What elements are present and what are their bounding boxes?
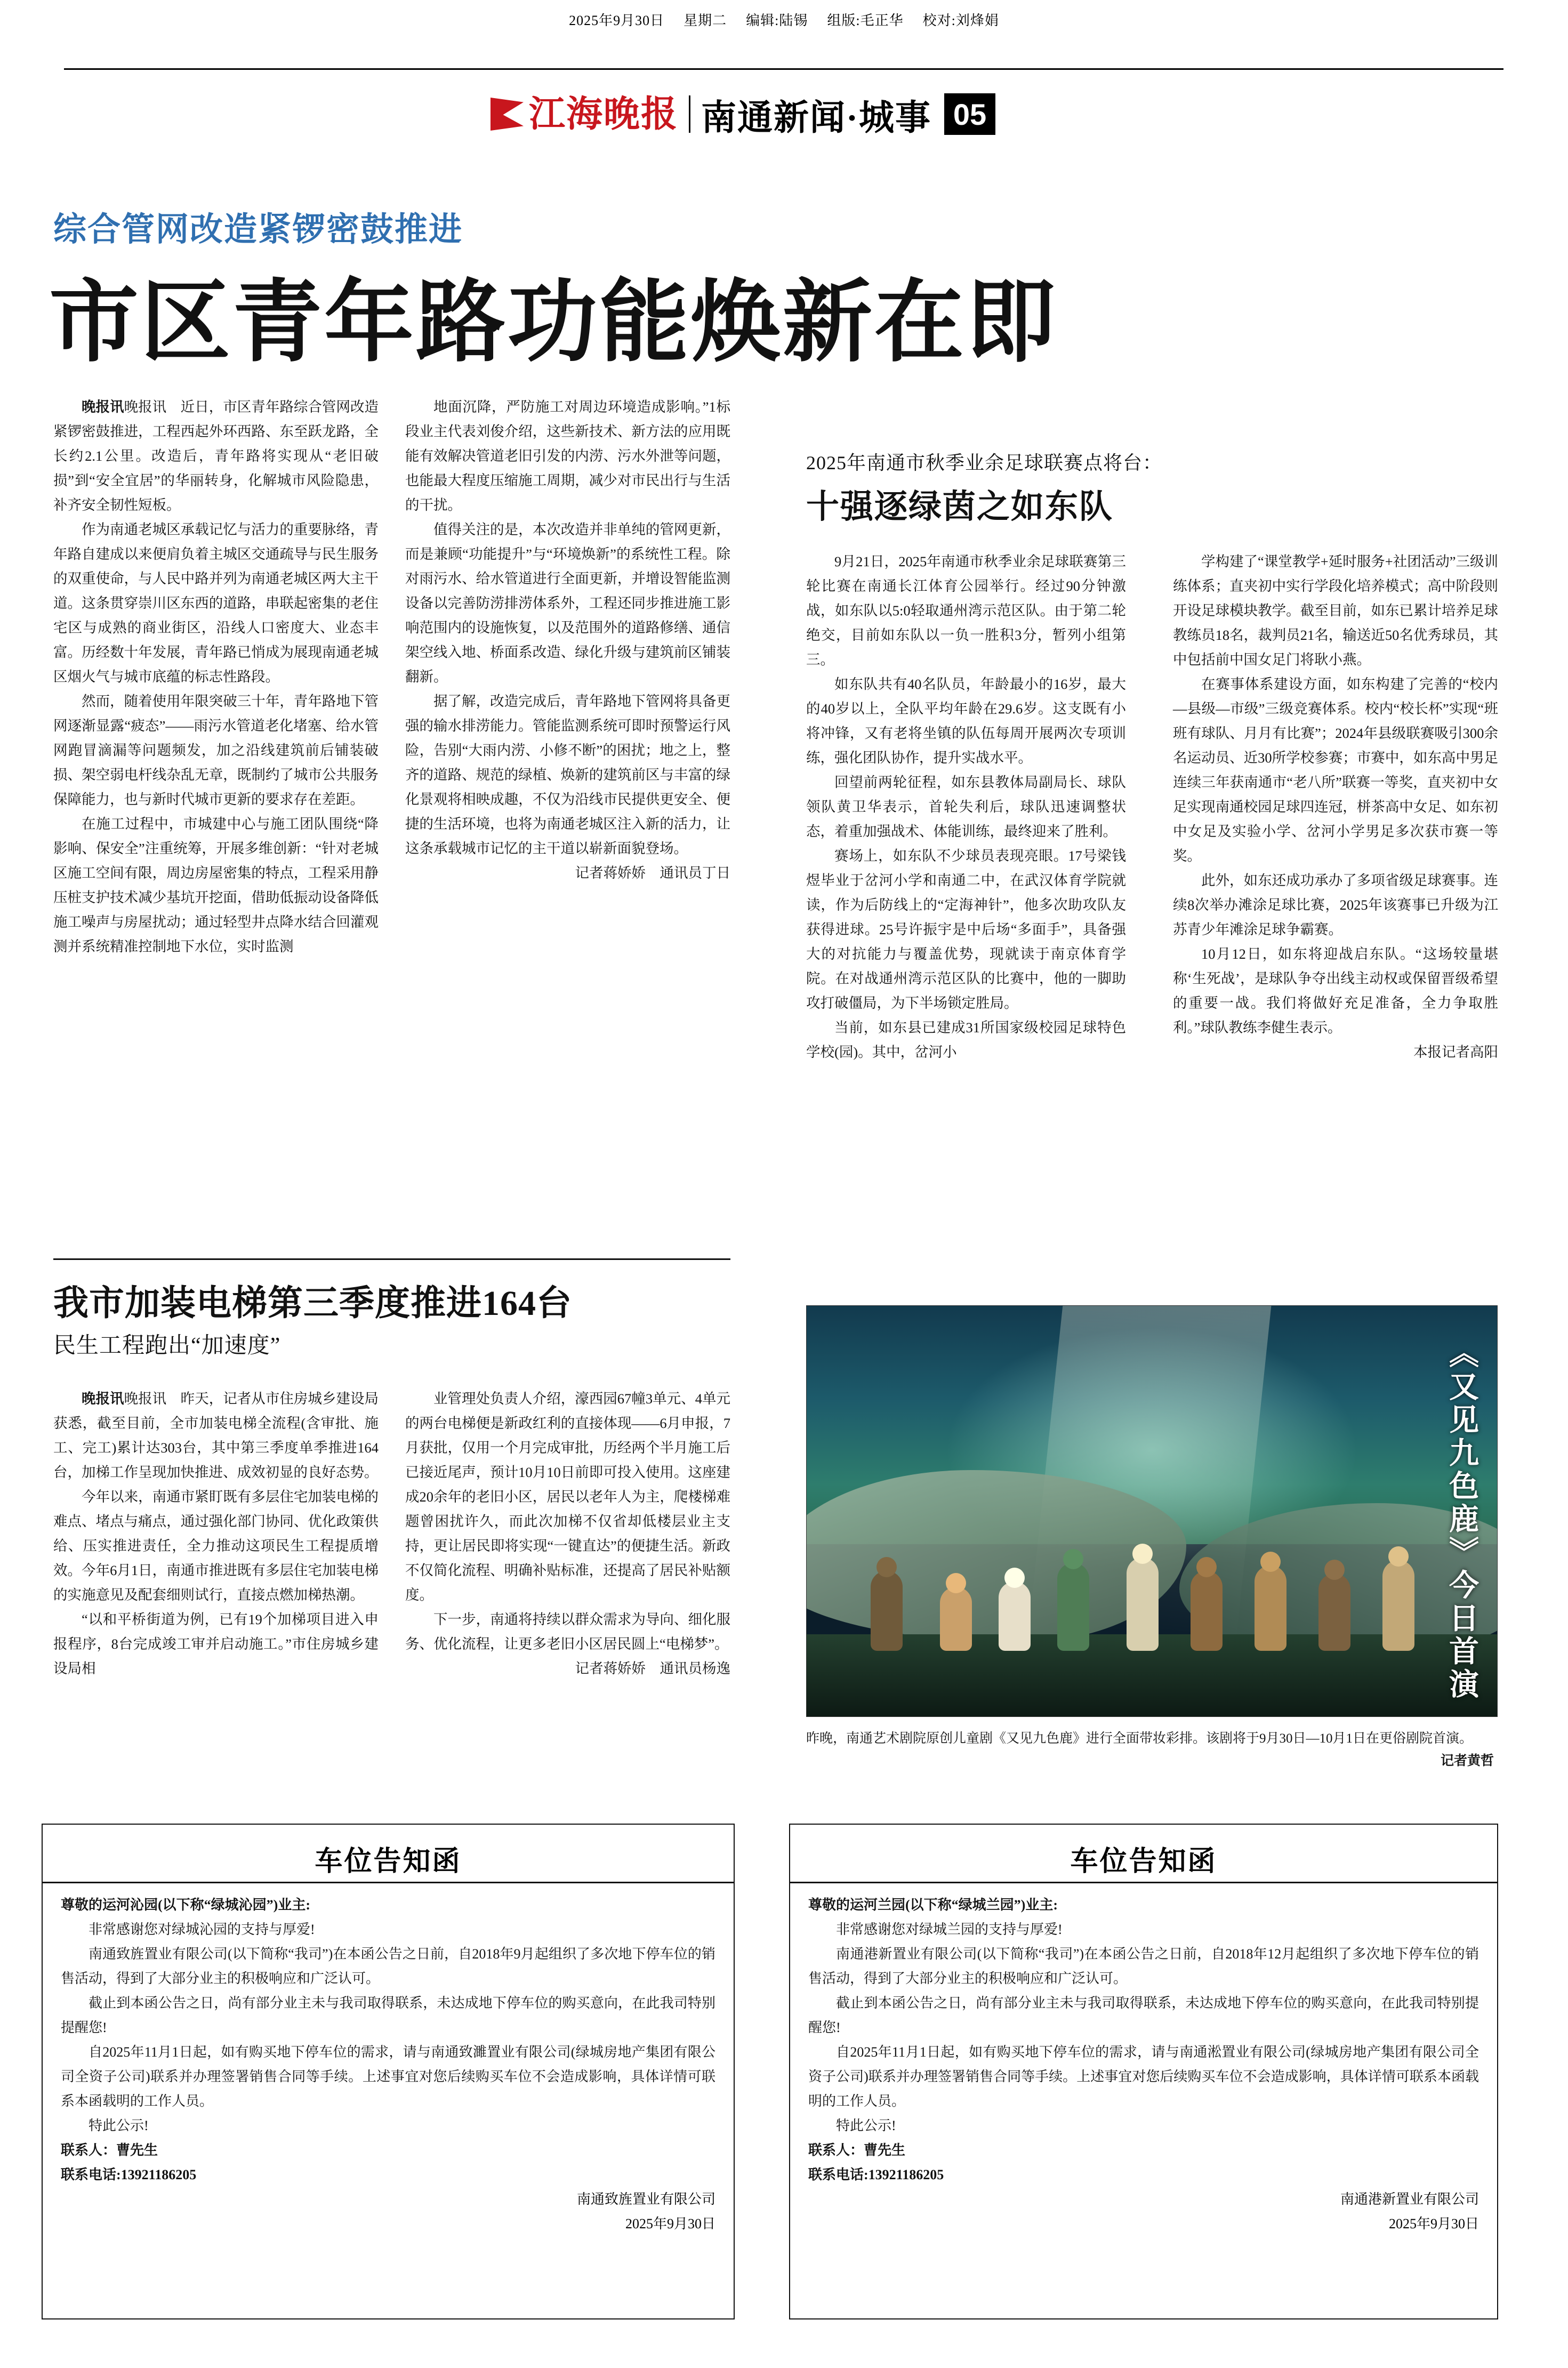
proofreader-credit: 校对:刘烽娟 xyxy=(922,12,999,28)
notice-left-signature xyxy=(43,2187,734,2236)
elevator-para-2: 今年以来，南通市紧盯既有多层住宅加装电梯的难点、堵点与痛点，通过强化部门协同、优化政策供给、压实推进责任，全力推动这项民生工程提质增效。今年6月1日，南通市推进既有多层住宅加装电梯的实施意见及配套细则试行，直接点燃加梯热潮。 xyxy=(53,1489,379,1603)
section-title: 南通新闻·城事 xyxy=(701,98,932,138)
elevator-column-2 xyxy=(405,1386,730,1681)
stage-photo xyxy=(806,1305,1498,1717)
masthead xyxy=(490,85,1120,143)
lead-para-1: 晚报讯 近日，市区青年路综合管网改造紧锣密鼓推进，工程西起外环西路、东至跃龙路，全长约2.1公里。改造后，青年路将实现从“老旧破损”到“安全宜居”的华丽转身，化解城市风险隐患，补齐安全韧性短板。 xyxy=(53,399,379,513)
lead-headline: 市区青年路功能焕新在即 xyxy=(49,274,1058,373)
notice-left-para-5: 特此公示! xyxy=(89,2118,149,2133)
lead-para-3: 然而，随着使用年限突破三十年，青年路地下管网逐渐显露“疲态”——雨污水管道老化堵塞、给水管网跑冒滴漏等问题频发，加之沿线建筑前后铺装破损、架空弱电杆线杂乱无章，既制约了城市公共服务保障能力，也与新时代城市更新的要求存在差距。 xyxy=(53,693,379,807)
notice-right-addressee: 尊敬的运河兰园(以下称“绿城兰园”)业主: xyxy=(808,1897,1058,1913)
photo-caption xyxy=(806,1728,1494,1772)
elevator-para-1: 晚报讯 昨天，记者从市住房城乡建设局获悉，截至目前，全市加装电梯全流程(含审批、施工、完工)累计达303台，其中第三季度单季推进164台，加梯工作呈现加快推进、成效初显的良好态势。 xyxy=(53,1391,379,1480)
notice-right-body xyxy=(790,1893,1497,2187)
weekday: 星期二 xyxy=(684,12,727,28)
notice-right-rule xyxy=(790,1882,1497,1883)
publish-date: 2025年9月30日 xyxy=(569,12,665,28)
notice-left-company: 南通致旌置业有限公司 xyxy=(576,2192,715,2207)
notice-left xyxy=(42,1824,735,2319)
photo-vertical-title: 《又见九色鹿》今日首演 xyxy=(1445,1338,1478,1701)
football-kicker: 2025年南通市秋季业余足球联赛点将台： xyxy=(806,452,1163,473)
football-para-7: 在赛事体系建设方面，如东构建了完善的“校内—县级—市级”三级竞赛体系。校内“校长杯”实现“班班有球队、月月有比赛”；2024年县级联赛吸引300余名运动员、近30所学校参赛；市赛中，如东高中男足连续三年获南通市“老八所”联赛一等奖，直夹初中女足实现南通校园足球四连冠，栟茶高中女足、如东初中女足及实验小学、岔河小学男足多次获市赛一等奖。 xyxy=(1173,676,1498,864)
lead-para-5: 地面沉降，严防施工对周边环境造成影响。”1标段业主代表刘俊介绍，这些新技术、新方法的应用既能有效解决管道老旧引发的内涝、污水外泄等问题，也能最大程度压缩施工周期，减少对市民出行与生活的干扰。 xyxy=(405,399,730,513)
photo-performer xyxy=(1191,1571,1223,1651)
photo-performer xyxy=(871,1571,903,1651)
football-para-2: 如东队共有40名队员，年龄最小的16岁，最大的40岁以上，全队平均年龄在29.6岁。这支既有小将冲锋，又有老将坐镇的队伍每周开展两次专项训练，强化团队协作，提升实战水平。 xyxy=(806,676,1126,766)
lead-para-6: 值得关注的是，本次改造并非单纯的管网更新，而是兼顾“功能提升”与“环境焕新”的系统性工程。除对雨污水、给水管道进行全面更新，并增设智能监测设备以完善防涝排涝体系外，工程还同步推进施工影响范围内的设施恢复，以及范围外的道路修缮、通信架空线入地、桥面系改造、绿化升级与建筑前区铺装翻新。 xyxy=(405,521,730,685)
page-header-bar xyxy=(0,0,1568,38)
lead-byline: 记者蒋娇娇 通讯员丁日 xyxy=(575,865,730,881)
masthead-separator xyxy=(689,95,690,133)
notice-right-contact-name: 联系人：曹先生 xyxy=(808,2142,906,2158)
football-para-8: 此外，如东还成功承办了多项省级足球赛事。连续8次举办滩涂足球比赛，2025年该赛事已升级为江苏青少年滩涂足球争霸赛。 xyxy=(1173,872,1498,937)
football-para-6: 学构建了“课堂教学+延时服务+社团活动”三级训练体系；直夹初中实行学段化培养模式；高中阶段则开设足球模块教学。截至目前，如东已累计培养足球教练员18名，裁判员21名，输送近50名优秀球员，其中包括前中国女足门将耿小燕。 xyxy=(1173,553,1498,668)
notice-right-para-2: 南通港新置业有限公司(以下简称“我司”)在本函公告之日前，自2018年12月起组织了多次地下停车位的销售活动，得到了大部分业主的积极响应和广泛认可。 xyxy=(808,1946,1479,1986)
notice-right-company: 南通港新置业有限公司 xyxy=(1340,2192,1479,2207)
football-headline: 十强逐绿茵之如东队 xyxy=(806,489,1114,525)
masthead-divider xyxy=(64,68,1503,70)
lead-para-7: 据了解，改造完成后，青年路地下管网将具备更强的输水排涝能力。管能监测系统可即时预警运行风险，告别“大雨内涝、小修不断”的困扰；地之上，整齐的道路、规范的绿植、焕新的建筑前区与丰富的绿化景观将相映成趣，不仅为沿线市民提供更安全、便捷的生活环境，也将为南通老城区注入新的活力，让这条承载城市记忆的主干道以崭新面貌登场。 xyxy=(405,693,730,856)
notice-left-rule xyxy=(43,1882,734,1883)
paper-logo xyxy=(490,96,678,132)
notice-right-para-3: 截止到本函公告之日，尚有部分业主未与我司取得联系，未达成地下停车位的购买意向，在此我司特别提醒您! xyxy=(808,1995,1479,2035)
notice-right-title: 车位告知函 xyxy=(1070,1847,1217,1877)
layout-credit: 组版:毛正华 xyxy=(827,12,904,28)
football-column-2 xyxy=(1173,549,1498,1064)
flag-icon xyxy=(490,98,524,131)
photo-performer xyxy=(1255,1566,1286,1651)
notice-left-contact-phone: 联系电话:13921186205 xyxy=(61,2167,197,2182)
notice-left-date: 2025年9月30日 xyxy=(625,2216,715,2231)
elevator-subhead: 民生工程跑出“加速度” xyxy=(53,1334,281,1358)
photo-performer xyxy=(1057,1563,1089,1651)
notice-left-body xyxy=(43,1893,734,2187)
football-column-1 xyxy=(806,549,1126,1064)
elevator-para-5: 下一步，南通将持续以群众需求为导向、细化服务、优化流程，让更多老旧小区居民圆上“电梯梦”。 xyxy=(405,1611,730,1652)
mid-story-rule xyxy=(53,1258,730,1260)
notice-left-addressee: 尊敬的运河沁园(以下称“绿城沁园”)业主: xyxy=(61,1897,310,1913)
elevator-para-4: 业管理处负责人介绍，濠西园67幢3单元、4单元的两台电梯便是新政红利的直接体现——6月申报，7月获批，仅用一个月完成审批，历经两个半月施工后已接近尾声，预计10月10日前即可投入使用。这座建成20余年的老旧小区，居民以老年人为主，爬楼梯难题曾困扰许久，而此次加梯不仅省却低楼层业主支持，更让居民即将实现“一键直达”的便捷生活。新政不仅简化流程、明确补贴标准，还提高了居民补贴额度。 xyxy=(405,1391,730,1603)
photo-performer xyxy=(999,1582,1031,1651)
lead-para-4: 在施工过程中，市城建中心与施工团队围绕“降影响、保安全”注重统筹，开展多维创新：“针对老城区施工空间有限，周边房屋密集的特点，工程采用静压桩支护技术减少基坑开挖面，借助低振动设备降低施工噪声与房屋扰动；通过轻型井点降水结合回灌观测并系统精准控制地下水位，实时监测 xyxy=(53,816,379,954)
football-byline: 本报记者高阳 xyxy=(1413,1044,1498,1060)
notice-right-para-1: 非常感谢您对绿城兰园的支持与厚爱! xyxy=(836,1922,1063,1937)
notice-right-signature xyxy=(790,2187,1497,2236)
notice-right-contact-phone: 联系电话:13921186205 xyxy=(808,2167,944,2182)
elevator-para-3: “以和平桥街道为例，已有19个加梯项目进入申报程序，8台完成竣工审并启动施工。”市住房城乡建设局相 xyxy=(53,1611,379,1676)
notice-left-para-2: 南通致旌置业有限公司(以下简称“我司”)在本函公告之日前，自2018年9月起组织了多次地下停车位的销售活动，得到了大部分业主的积极响应和广泛认可。 xyxy=(61,1946,715,1986)
lead-para-2: 作为南通老城区承载记忆与活力的重要脉络，青年路自建成以来便肩负着主城区交通疏导与民生服务的双重使命，与人民中路并列为南通老城区两大主干道。这条贯穿崇川区东西的道路，串联起密集的老住宅区与成熟的商业街区，沿线人口密度大、业态丰富。历经数十年发展，青年路已悄成为展现南通老城区烟火气与城市底蕴的标志性路段。 xyxy=(53,521,379,685)
photo-caption-text: 昨晚，南通艺术剧院原创儿童剧《又见九色鹿》进行全面带妆彩排。该剧将于9月30日—10月1日在更俗剧院首演。 xyxy=(806,1731,1473,1746)
photo-performer xyxy=(1382,1560,1414,1651)
photo-performer xyxy=(1127,1558,1159,1651)
lead-column-1: 晚报讯晚报讯 近日，市区青年路综合管网改造紧锣密鼓推进，工程西起外环西路、东至跃龙路，全长约2.1公里。改造后，青年路将实现从“老旧破损”到“安全宜居”的华丽转身，化解城市风险隐患，补齐安全韧性短板。 作为南通老城区承载记忆与活力的重要脉络，青年路自建成以来便肩负着主城区交通疏导与民生服务的双重使命，与人民中路并列为南通老城区两大主干道。这条贯穿崇川区东西的道路，串联起密集的老住宅区与成熟的商业街区，沿线人口密度大、业态丰富。历经数十年发展，青年路已悄成为展现南通老城区烟火气与城市底蕴的标志性路段。 然而，随着使用年限突破三十年，青年路地下管网逐渐显露“疲态”——雨污水管道老化堵塞、给水管网跑冒滴漏等问题频发，加之沿线建筑前后铺装破损、架空弱电杆线杂乱无章，既制约了城市公共服务保障能力，也与新时代城市更新的要求存在差距。 在施工过程中，市城建中心与施工团队围绕“降影响、保安全”注重统筹，开展多维创新：“针对老城区施工空间有限，周边房屋密集的特点，工程采用静压桩支护技术减少基坑开挖面，借助低振动设备降低施工噪声与房屋扰动；通过轻型井点降水结合回灌观测并系统精准控制地下水位，实时监测 xyxy=(53,395,379,959)
lead-kicker: 综合管网改造紧锣密鼓推进 xyxy=(53,212,463,248)
notice-left-contact-name: 联系人：曹先生 xyxy=(61,2142,158,2158)
elevator-headline: 我市加装电梯第三季度推进164台 xyxy=(53,1284,572,1323)
notice-left-para-3: 截止到本函公告之日，尚有部分业主未与我司取得联系，未达成地下停车位的购买意向，在此我司特别提醒您! xyxy=(61,1995,715,2035)
notice-right-para-4: 自2025年11月1日起，如有购买地下停车位的需求，请与南通淞置业有限公司(绿城房地产集团有限公司全资子公司)联系并办理签署销售合同等手续。上述事宜对您后续购买车位不会造成影响，具体详情可联系本函载明的工作人员。 xyxy=(808,2044,1479,2109)
notice-right-para-5: 特此公示! xyxy=(836,2118,896,2133)
lead-column-2 xyxy=(405,395,730,885)
editor-credit: 编辑:陆锡 xyxy=(746,12,808,28)
football-para-3: 回望前两轮征程，如东县教体局副局长、球队领队黄卫华表示，首轮失利后，球队迅速调整状态，着重加强战术、体能训练，最终迎来了胜利。 xyxy=(806,774,1126,839)
photo-performer xyxy=(940,1587,972,1651)
football-para-1: 9月21日，2025年南通市秋季业余足球联赛第三轮比赛在南通长江体育公园举行。经过90分钟激战，如东队以5:0轻取通州湾示范区队。由于第二轮绝交，目前如东队以一负一胜积3分，暂列小组第三。 xyxy=(806,553,1126,668)
photo-credit: 记者黄哲 xyxy=(1440,1754,1494,1768)
notice-right xyxy=(789,1824,1498,2319)
notice-left-para-1: 非常感谢您对绿城沁园的支持与厚爱! xyxy=(89,1922,315,1937)
page-number: 05 xyxy=(944,93,995,135)
notice-right-date: 2025年9月30日 xyxy=(1388,2216,1479,2231)
elevator-column-1: 晚报讯晚报讯 昨天，记者从市住房城乡建设局获悉，截至目前，全市加装电梯全流程(含审批、施工、完工)累计达303台，其中第三季度单季推进164台，加梯工作呈现加快推进、成效初显的良好态势。 今年以来，南通市紧盯既有多层住宅加装电梯的难点、堵点与痛点，通过强化部门协同、优化政策供给、压实推进责任，全力推动这项民生工程提质增效。今年6月1日，南通市推进既有多层住宅加装电梯的实施意见及配套细则试行，直接点燃加梯热潮。 “以和平桥街道为例，已有19个加梯项目进入申报程序，8台完成竣工审并启动施工。”市住房城乡建设局相 xyxy=(53,1386,379,1681)
notice-left-title: 车位告知函 xyxy=(315,1847,462,1877)
football-para-4: 赛场上，如东队不少球员表现亮眼。17号梁钱煜毕业于岔河小学和南通二中，在武汉体育学院就读，作为后防线上的“定海神针”，他多次助攻队友获得进球。25号许振宇是中后场“多面手”，具备强大的对抗能力与覆盖优势，现就读于南京体育学院。在对战通州湾示范区队的比赛中，他的一脚助攻打破僵局，为下半场锁定胜局。 xyxy=(806,848,1126,1011)
football-para-9: 10月12日，如东将迎战启东队。“这场较量堪称‘生死战’，是球队争夺出线主动权或保留晋级希望的重要一战。我们将做好充足准备，全力争取胜利。”球队教练李健生表示。 xyxy=(1173,946,1498,1036)
elevator-byline: 记者蒋娇娇 通讯员杨逸 xyxy=(575,1660,730,1676)
paper-name: 江海晚报 xyxy=(529,94,679,134)
football-para-5: 当前，如东县已建成31所国家级校园足球特色学校(园)。其中，岔河小 xyxy=(806,1020,1126,1060)
photo-performer xyxy=(1318,1574,1350,1651)
notice-left-para-4: 自2025年11月1日起，如有购买地下停车位的需求，请与南通致濉置业有限公司(绿城房地产集团有限公司全资子公司)联系并办理签署销售合同等手续。上述事宜对您后续购买车位不会造成影响，具体详情可联系本函载明的工作人员。 xyxy=(61,2044,715,2109)
